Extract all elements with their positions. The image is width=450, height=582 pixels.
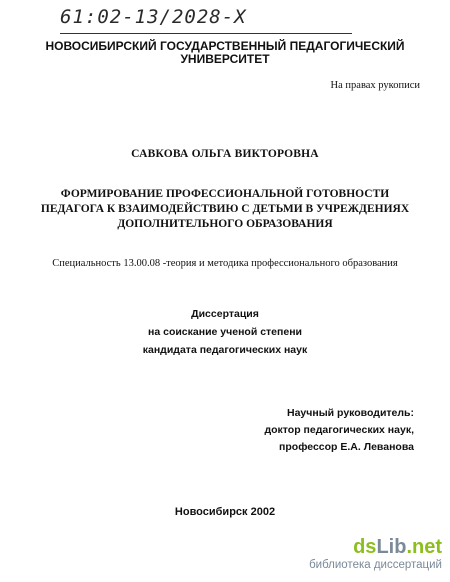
- dissertation-line: на соискание ученой степени: [148, 326, 302, 338]
- handwritten-registration-number: 61:02-13/2028-X: [60, 6, 247, 28]
- advisor-block: [264, 405, 414, 456]
- dissertation-line: кандидата педагогических наук: [142, 344, 308, 356]
- dissertation-title: [0, 187, 450, 232]
- logo-tagline: библиотека диссертаций: [309, 559, 442, 571]
- dslib-watermark[interactable]: [309, 536, 442, 572]
- city-year: Новосибирск 2002: [174, 506, 276, 518]
- logo-net: .net: [406, 536, 442, 558]
- title-line: ПЕДАГОГА К ВЗАИМОДЕЙСТВИЮ С ДЕТЬМИ В УЧРЕЖДЕНИЯХ: [40, 203, 410, 215]
- university-name: [0, 40, 450, 66]
- advisor-line: профессор Е.А. Леванова: [279, 441, 414, 453]
- author-name: САВКОВА ОЛЬГА ВИКТОРОВНА: [131, 148, 319, 160]
- handwritten-underline: [60, 33, 352, 34]
- university-line: УНИВЕРСИТЕТ: [180, 52, 270, 66]
- dissertation-block: [0, 305, 450, 359]
- rights-note: На правах рукописи: [330, 80, 420, 91]
- specialty-line: Специальность 13.00.08 -теория и методика профессионального образования: [52, 258, 398, 269]
- dslib-logo: [309, 536, 442, 558]
- logo-ds: ds: [353, 536, 377, 558]
- logo-lib: Lib: [376, 536, 407, 558]
- advisor-line: Научный руководитель:: [287, 407, 414, 419]
- university-line: НОВОСИБИРСКИЙ ГОСУДАРСТВЕННЫЙ ПЕДАГОГИЧЕСКИЙ: [45, 39, 405, 53]
- title-line: ДОПОЛНИТЕЛЬНОГО ОБРАЗОВАНИЯ: [117, 218, 333, 230]
- advisor-line: доктор педагогических наук,: [264, 424, 414, 436]
- dissertation-line: Диссертация: [191, 308, 259, 320]
- title-line: ФОРМИРОВАНИЕ ПРОФЕССИОНАЛЬНОЙ ГОТОВНОСТИ: [60, 188, 390, 200]
